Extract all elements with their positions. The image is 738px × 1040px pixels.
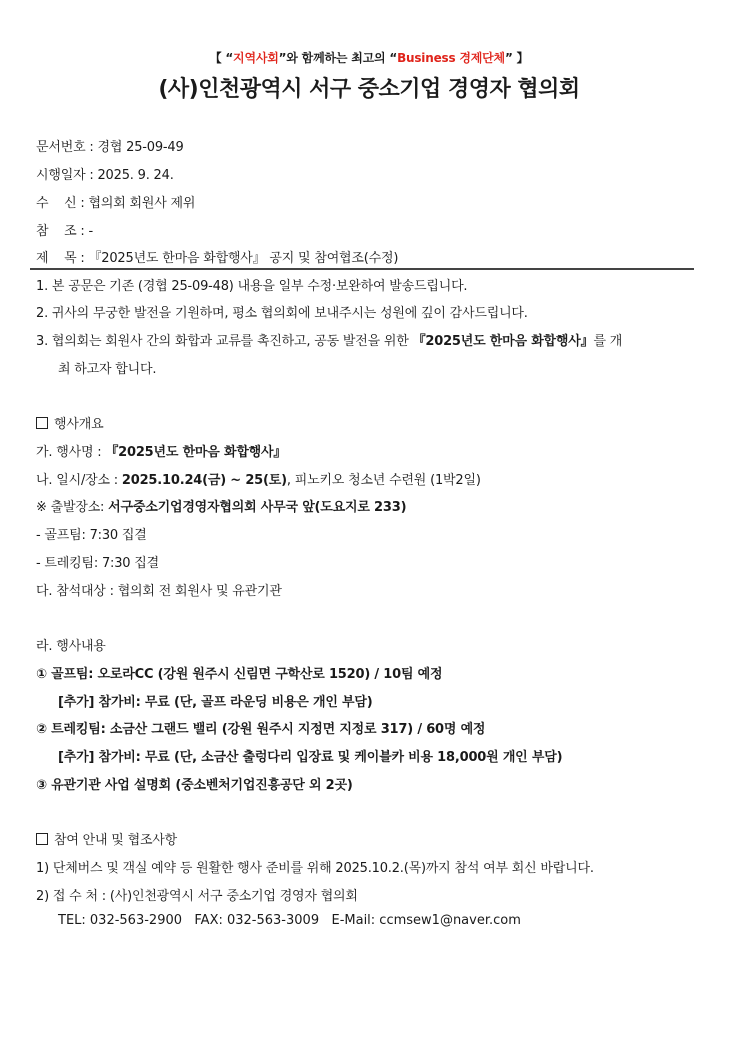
reference: 참 조 : -: [36, 224, 93, 239]
content-heading: 라. 행사내용: [36, 639, 106, 654]
body-paragraph-3-cont: 최 하고자 합니다.: [58, 362, 157, 377]
checkbox-icon: [36, 417, 48, 429]
body-paragraph-2: 2. 귀사의 무궁한 발전을 기원하며, 평소 협의회에 보내주시는 성원에 깊이 감사드립니다.: [36, 306, 528, 321]
org-title: (사)인천광역시 서구 중소기업 경영자 협의회: [158, 77, 580, 102]
contact-info: TEL: 032-563-2900 FAX: 032-563-3009 E-Mail: ccmsew1@naver.com: [58, 913, 521, 928]
overview-heading: 행사개요: [36, 413, 103, 432]
divider: [30, 268, 694, 270]
body-paragraph-3: 3. 협의회는 회원사 간의 화합과 교류를 촉진하고, 공동 발전을 위한 『2025년도 한마음 화합행사』를 개: [36, 334, 623, 349]
issue-date: 시행일자 : 2025. 9. 24.: [36, 168, 174, 183]
recipient: 수 신 : 협의회 회원사 제위: [36, 196, 196, 211]
checkbox-icon: [36, 833, 48, 845]
subject: 제 목 : 『2025년도 한마음 화합행사』 공지 및 참여협조(수정): [36, 251, 399, 266]
content-item-golf: ① 골프팀: 오로라CC (강원 원주시 신림면 구학산로 1520) / 10팀 예정: [36, 667, 443, 682]
body-paragraph-1: 1. 본 공문은 기존 (경협 25-09-48) 내용을 일부 수정·보완하여 발송드립니다.: [36, 279, 468, 294]
slogan-banner: [0, 49, 738, 66]
trekking-team-gather: - 트레킹팀: 7:30 집결: [36, 556, 160, 571]
notice-item-1: 1) 단체버스 및 객실 예약 등 원활한 행사 준비를 위해 2025.10.2.(목)까지 참석 여부 회신 바랍니다.: [36, 861, 594, 876]
slogan-mid: ”와 함께하는 최고의 “: [278, 51, 398, 65]
event-when-where: 나. 일시/장소 : 2025.10.24(금) ~ 25(토), 피노키오 청소년 수련원 (1박2일): [36, 473, 481, 488]
content-item-trekking: ② 트레킹팀: 소금산 그랜드 밸리 (강원 원주시 지정면 지정로 317) / 60명 예정: [36, 722, 486, 737]
event-name: 가. 행사명 : 『2025년도 한마음 화합행사』: [36, 445, 287, 460]
slogan-local: 지역사회: [233, 51, 279, 65]
content-item-trekking-note: [추가] 참가비: 무료 (단, 소금산 출렁다리 입장료 및 케이블카 비용 18,000원 개인 부담): [58, 750, 563, 765]
slogan-close: ” 】: [504, 51, 529, 65]
doc-number: 문서번호 : 경협 25-09-49: [36, 140, 184, 155]
notice-heading: 참여 안내 및 협조사항: [36, 829, 177, 848]
slogan-open: 【 “: [209, 51, 234, 65]
content-item-seminar: ③ 유관기관 사업 설명회 (중소벤처기업진흥공단 외 2곳): [36, 778, 353, 793]
slogan-business: Business 경제단체: [397, 51, 505, 65]
attendees: 다. 참석대상 : 협의회 전 회원사 및 유관기관: [36, 584, 282, 599]
content-item-golf-note: [추가] 참가비: 무료 (단, 골프 라운딩 비용은 개인 부담): [58, 695, 373, 710]
golf-team-gather: - 골프팀: 7:30 집결: [36, 528, 147, 543]
departure-place: ※ 출발장소: 서구중소기업경영자협의회 사무국 앞(도요지로 233): [36, 500, 407, 515]
notice-item-2: 2) 접 수 처 : (사)인천광역시 서구 중소기업 경영자 협의회: [36, 889, 358, 904]
